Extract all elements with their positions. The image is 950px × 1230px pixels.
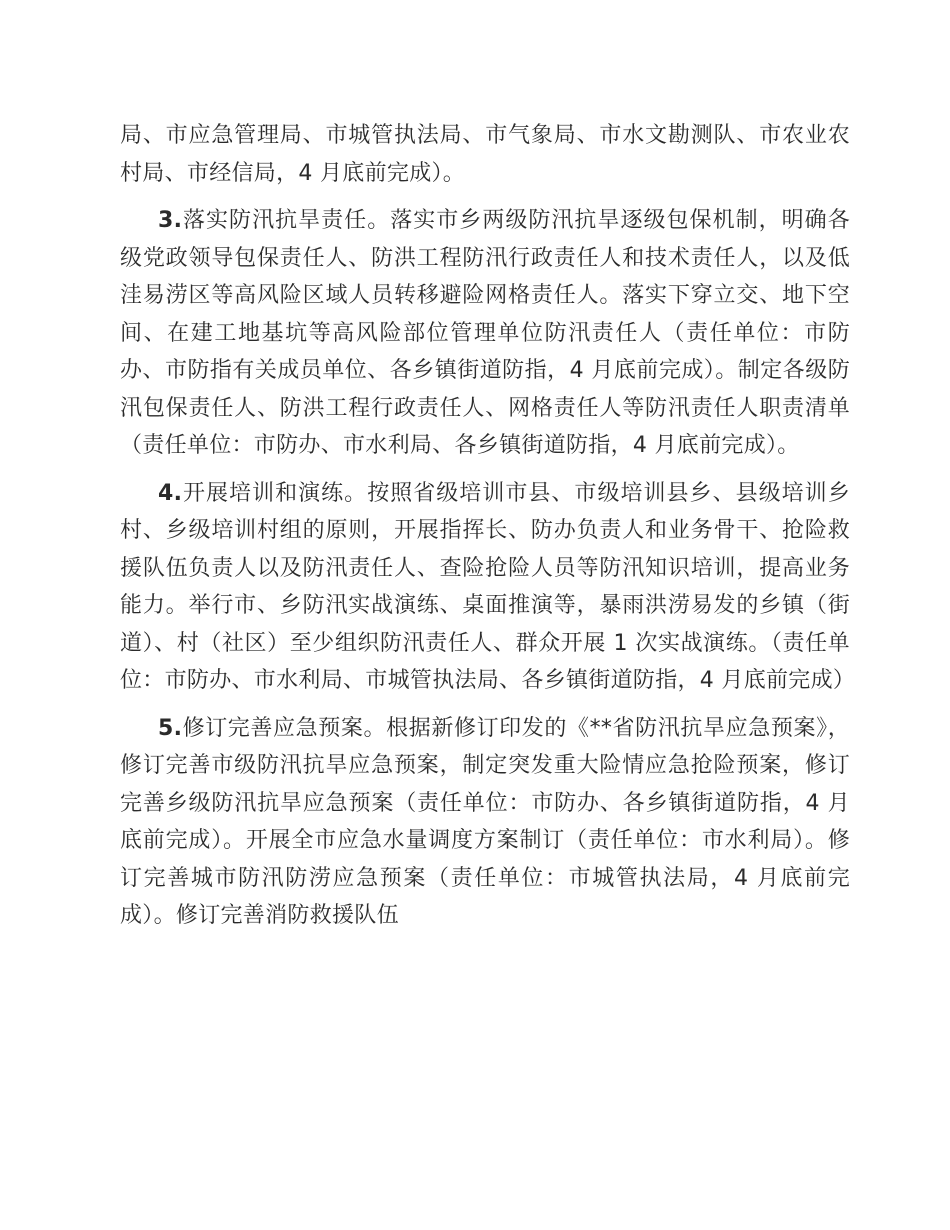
- paragraph-number: 3.: [158, 208, 183, 233]
- paragraph-item-4: [120, 475, 856, 700]
- paragraph-continuation: [120, 117, 850, 192]
- paragraph-text: 局、市应急管理局、市城管执法局、市气象局、市水文勘测队、市农业农村局、市经信局，4 月底前完成）。: [120, 123, 850, 186]
- paragraph-text: 落实防汛抗旱责任。落实市乡两级防汛抗旱逐级包保机制，明确各级党政领导包保责任人、防洪工程防汛行政责任人和技术责任人，以及低洼易涝区等高风险区域人员转移避险网格责任人。落实下穿立交、地下空间、在建工地基坑等高风险部位管理单位防汛责任人（责任单位：市防办、市防指有关成员单位、各乡镇街道防指，4 月底前完成）。制定各级防汛包保责任人、防洪工程行政责任人、网格责任人等防汛责任人职责清单（责任单位：市防办、市水利局、各乡镇街道防指，4 月底前完成）。: [120, 208, 850, 458]
- paragraph-number: 5.: [158, 715, 183, 741]
- paragraph-number: 4.: [158, 480, 183, 506]
- paragraph-item-3: [120, 202, 850, 465]
- paragraph-item-5: [120, 710, 850, 935]
- paragraph-text: 修订完善应急预案。根据新修订印发的《**省防汛抗旱应急预案》，修订完善市级防汛抗旱应急预案，制定突发重大险情应急抢险预案，修订完善乡级防汛抗旱应急预案（责任单位：市防办、各乡镇街道防指，4 月底前完成）。开展全市应急水量调度方案制订（责任单位：市水利局）。修订完善城市防汛防涝应急预案（责任单位：市城管执法局，4 月底前完成）。修订完善消防救援队伍: [120, 715, 850, 928]
- document-page: [120, 117, 856, 945]
- paragraph-text: 开展培训和演练。按照省级培训市县、市级培训县乡、县级培训乡村、乡级培训村组的原则，开展指挥长、防办负责人和业务骨干、抢险救援队伍负责人以及防汛责任人、查险抢险人员等防汛知识培训，提高业务能力。举行市、乡防汛实战演练、桌面推演等，暴雨洪涝易发的乡镇（街道）、村（社区）至少组织防汛责任人、群众开展 1 次实战演练。（责任单位：市防办、市水利局、市城管执法局、各乡镇街道防指，4 月底前完成）: [120, 480, 856, 693]
